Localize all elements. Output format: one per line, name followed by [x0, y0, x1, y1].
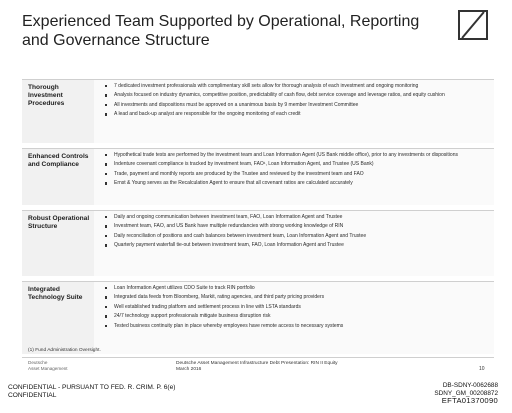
bullet-item: Trade, payment and monthly reports are produced by the Trustee and reviewed by the investment team and FAO: [104, 171, 490, 177]
bullet-item: Loan Information Agent utilizes CDO Suite to track RIN portfolio: [104, 285, 490, 291]
footer-divider: [22, 357, 494, 358]
bullet-item: Hypothetical trade tests are performed by the investment team and Loan Information Agent (US Bank middle office), prior to any investments or dispositions: [104, 152, 490, 158]
section-body: [94, 211, 494, 276]
section-label: Enhanced Controls and Compliance: [28, 153, 89, 168]
page-number: 10: [479, 366, 485, 372]
bullet-item: Indenture covenant compliance is tracked by investment team, FAO¹, Loan Information Agent, and Trustee (US Bank): [104, 161, 490, 167]
section-thorough-investment-procedures: [22, 79, 494, 143]
bates-number: SDNY_GM_00208872: [434, 389, 498, 397]
bullet-item: Quarterly payment waterfall tie-out between investment team, FAO, Loan Information Agent and Trustee: [104, 242, 490, 248]
section-body: [94, 149, 494, 205]
section-body: [94, 282, 494, 354]
bullet-item: Ernst & Young serves as the Recalculation Agent to ensure that all covenant ratios are calculated accurately: [104, 180, 490, 186]
bullet-item: 24/7 technology support professionals mitigate business disruption risk: [104, 313, 490, 319]
bullet-item: Integrated data feeds from Bloomberg, Markit, rating agencies, and third party pricing providers: [104, 294, 490, 300]
presentation-date: March 2016: [176, 367, 202, 372]
brand-line: Asset Management: [28, 365, 68, 371]
section-label: Integrated Technology Suite: [28, 286, 83, 301]
presentation-title: Deutsche Asset Management Infrastructure Debt Presentation: RIN II Equity: [176, 361, 338, 366]
confidential-notice: [8, 384, 175, 400]
confidential-line: CONFIDENTIAL - PURSUANT TO FED. R. CRIM. P. 6(e): [8, 384, 176, 391]
bullet-item: Analysis focused on industry dynamics, competitive position, predictability of cash flow, debt service coverage and leverage ratios, and equity cushion: [104, 92, 490, 98]
footnote: (1) Fund Administration Oversight.: [28, 348, 101, 353]
footer-brand: [28, 360, 68, 371]
bates-number: DB-SDNY-0062688: [442, 382, 498, 389]
page-title: Experienced Team Supported by Operational, Reporting and Governance Structure: [22, 13, 420, 49]
bullet-item: Tested business continuity plan in place whereby employees have remote access to necessary systems: [104, 323, 490, 329]
bullet-item: Investment team, FAO, and US Bank have multiple redundancies with strong working knowledge of RIN: [104, 223, 490, 229]
confidential-line: CONFIDENTIAL: [8, 392, 57, 399]
deutsche-bank-logo-icon: [458, 10, 488, 40]
section-enhanced-controls: [22, 148, 494, 205]
bullet-item: Daily and ongoing communication between investment team, FAO, Loan Information Agent and Trustee: [104, 214, 490, 220]
footer-presentation: [176, 361, 338, 373]
bullet-item: All investments and dispositions must be approved on a unanimous basis by 9 member Investment Committee: [104, 102, 490, 108]
section-label: Thorough Investment Procedures: [28, 84, 65, 107]
brand-line: Deutsche: [28, 360, 48, 365]
bullet-item: 7 dedicated investment professionals with complimentary skill sets allow for thorough analysis of each investment and ongoing monitoring: [104, 83, 490, 89]
bates-number: EFTA01370090: [441, 396, 498, 406]
sections-container: [22, 79, 494, 359]
bullet-item: Well established trading platform and settlement process in line with LSTA standards: [104, 304, 490, 310]
bullet-item: A lead and back-up analyst are responsible for the ongoing monitoring of each credit: [104, 111, 490, 117]
bates-numbers: [434, 382, 498, 405]
section-robust-operational-structure: [22, 210, 494, 276]
bullet-item: Daily reconciliation of positions and cash balances between investment team, Loan Information Agent and Trustee: [104, 233, 490, 239]
section-body: [94, 80, 494, 143]
section-label: Robust Operational Structure: [28, 215, 90, 230]
section-integrated-technology-suite: [22, 281, 494, 354]
